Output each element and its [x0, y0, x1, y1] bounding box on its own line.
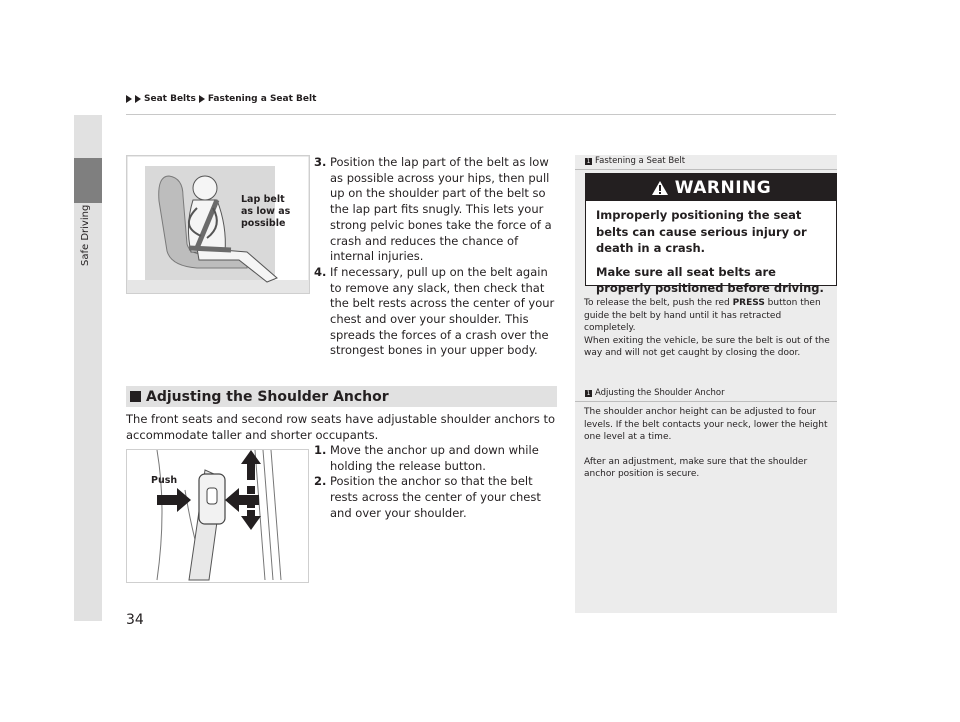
breadcrumb-arrow-icon [126, 95, 132, 103]
page-number: 34 [126, 612, 144, 628]
note-marker-icon: 1 [586, 157, 591, 165]
steps-adjusting [314, 443, 559, 522]
step-text: If necessary, pull up on the belt again to remove any slack, then check that the belt rests across the center of your chest and over your shoulder. This spreads the forces of a crash over the strongest bones in your upper body. [330, 264, 555, 358]
breadcrumb-item[interactable]: Seat Belts [144, 94, 196, 104]
note-anchor-header [575, 388, 837, 402]
warning-label: WARNING [674, 177, 772, 198]
figure-label: Lap belt as low as possible [241, 194, 291, 229]
step-number: 4. [314, 264, 327, 279]
breadcrumb [126, 94, 316, 104]
header-divider [126, 114, 836, 115]
note-anchor-body: The shoulder anchor height can be adjusted to four levels. If the belt contacts your neck, lower the height one level at a time. After an adjustment, make sure that the shoulder anchor position is secure. [584, 407, 828, 479]
step-number: 2. [314, 474, 327, 489]
step-text: Move the anchor up and down while holding the release button. [330, 443, 539, 473]
section-heading [126, 386, 557, 407]
step-text: Position the lap part of the belt as low as possible across your hips, then pull up on the shoulder part of the belt so the lap part fits snugly. This lets your strong pelvic bones take the force of a crash and reduces the chance of internal injuries. [330, 155, 552, 264]
note-fastening-header [575, 156, 837, 170]
warning-text: Improperly positioning the seat belts can cause serious injury or death in a crash. Make sure all seat belts are properly positioned before driving. [596, 208, 824, 295]
section-intro: The front seats and second row seats have adjustable shoulder anchors to accommodate taller and shorter occupants. [126, 412, 556, 442]
step-text: Position the anchor so that the belt rests across the center of your chest and over your shoulder. [330, 474, 541, 520]
side-tab-marker [74, 158, 102, 203]
step-item [314, 155, 559, 265]
section-square-icon [130, 391, 141, 402]
step-number: 1. [314, 443, 327, 457]
section-tab-label[interactable]: Safe Driving [80, 205, 91, 267]
shoulder-anchor-figure [126, 449, 309, 583]
note-marker-icon: 1 [586, 389, 591, 397]
lap-belt-figure [126, 155, 310, 294]
step-item [314, 265, 559, 359]
note-title: Adjusting the Shoulder Anchor [595, 388, 725, 398]
breadcrumb-arrow-icon [199, 95, 205, 103]
note-fastening-body: To release the belt, push the red PRESS button then guide the belt by hand until it has retracted completely. When exiting the vehicle, be sure the belt is out of the way and will not get caught by closing the door. [584, 298, 830, 358]
section-title: Adjusting the Shoulder Anchor [146, 388, 389, 405]
side-tab-top [74, 115, 102, 158]
breadcrumb-arrow-icon [135, 95, 141, 103]
step-item [314, 443, 559, 474]
note-title: Fastening a Seat Belt [595, 156, 686, 166]
warning-box [585, 173, 837, 295]
steps-fastening [314, 155, 559, 359]
shoulder-anchor-illustration [127, 450, 308, 582]
figure-label-push: Push [151, 475, 178, 486]
breadcrumb-item-current: Fastening a Seat Belt [207, 94, 317, 104]
step-item [314, 474, 559, 521]
warning-header [586, 174, 836, 201]
warning-triangle-icon [651, 180, 669, 196]
step-number: 3. [314, 155, 327, 169]
